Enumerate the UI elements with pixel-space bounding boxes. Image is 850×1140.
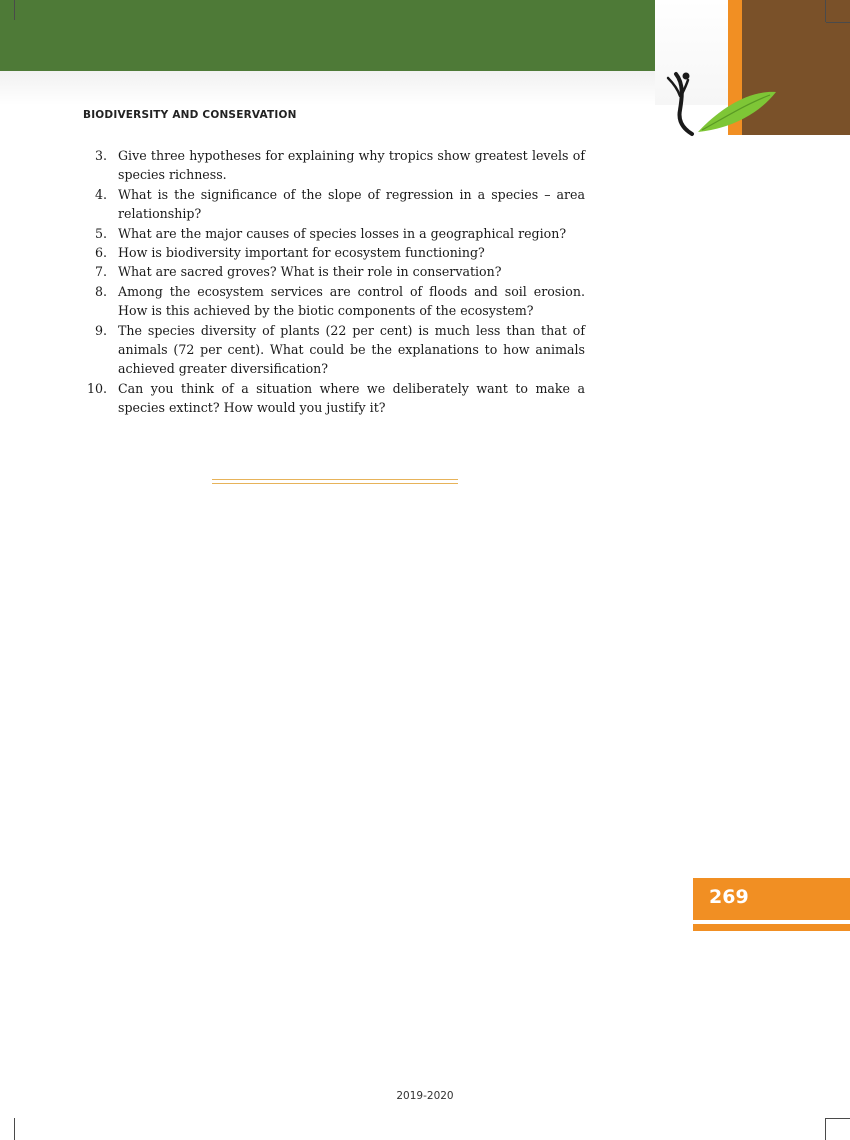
question-item	[86, 379, 585, 418]
question-text: How is biodiversity important for ecosystem functioning?	[118, 245, 485, 261]
header-shadow	[0, 71, 655, 105]
question-item	[86, 321, 585, 379]
question-item	[86, 282, 585, 321]
crop-mark-top-right	[825, 0, 826, 22]
question-item	[86, 146, 585, 185]
crop-mark-bottom-left	[14, 1118, 15, 1140]
crop-mark-top-right-h	[826, 22, 850, 23]
question-number: 4.	[94, 186, 107, 202]
page-number-tab	[693, 878, 850, 920]
question-number: 10.	[86, 380, 107, 396]
question-item	[86, 185, 585, 224]
question-text: Can you think of a situation where we deliberately want to make a species extinct? How would you justify it?	[118, 380, 585, 416]
question-item	[86, 243, 585, 262]
question-text: What are the major causes of species losses in a geographical region?	[118, 225, 567, 241]
question-number: 8.	[94, 283, 107, 299]
crop-mark-bottom-right-h	[826, 1118, 850, 1119]
question-text: Give three hypotheses for explaining why tropics show greatest levels of species richness.	[118, 148, 585, 183]
section-divider	[212, 479, 458, 484]
question-number: 5.	[94, 225, 107, 241]
crop-mark-bottom-right	[825, 1118, 826, 1140]
question-text: Among the ecosystem services are control of floods and soil erosion. How is this achieved by the biotic components of the ecosystem?	[118, 283, 585, 319]
header-green-band	[0, 0, 655, 71]
page-number: 269	[709, 886, 749, 908]
question-number: 3.	[94, 148, 107, 163]
question-item	[86, 224, 585, 243]
logo-figure-icon	[676, 74, 692, 134]
question-text: The species diversity of plants (22 per cent) is much less than that of animals (72 per cent). What could be the explanations to how animals achieved greater diversification?	[118, 322, 585, 377]
question-number: 7.	[94, 264, 107, 280]
question-text: What are sacred groves? What is their role in conservation?	[118, 264, 502, 280]
question-number: 6.	[94, 245, 107, 261]
leaf-figure-logo	[662, 64, 782, 140]
crop-mark-top-left	[14, 0, 15, 20]
running-head: BIODIVERSITY AND CONSERVATION	[83, 109, 297, 121]
footer-year: 2019-2020	[396, 1090, 454, 1102]
page-number-underline	[693, 924, 850, 931]
question-list	[86, 146, 585, 418]
question-number: 9.	[94, 322, 107, 338]
question-item	[86, 262, 585, 281]
question-text: What is the significance of the slope of regression in a species – area relationship?	[118, 186, 585, 222]
